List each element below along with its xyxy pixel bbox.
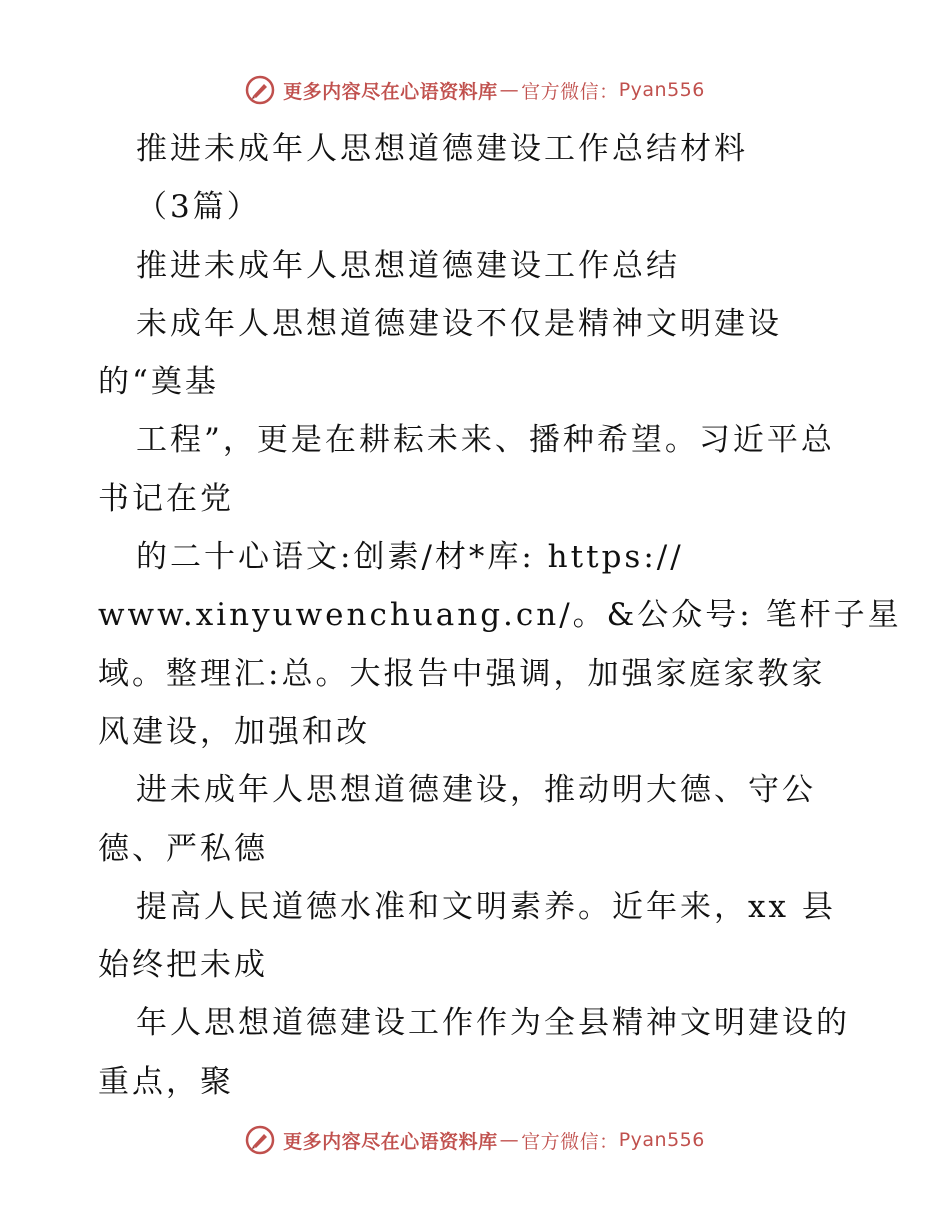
document-line: 进未成年人思想道德建设，推动明大德、守公 [136,772,816,809]
document-body [98,120,902,1111]
document-line: 风建设，加强和改 [98,713,370,750]
watermark-dash: — [499,79,520,101]
document-line: 的“奠基 [98,364,219,401]
document-line: 始终把未成 [98,947,268,984]
watermark-wechat-id: Pyan556 [618,79,705,101]
document-line: 书记在党 [98,480,234,517]
watermark-wechat-label: 官方微信： [521,80,619,103]
header-watermark [0,70,950,110]
document-line: 德、严私德 [98,830,268,867]
document-line: 工程”，更是在耕耘未来、播种希望。习近平总 [136,422,835,459]
watermark-text: 更多内容尽在心语资料库 [283,1130,498,1153]
document-line: 年人思想道德建设工作作为全县精神文明建设的 [136,1005,850,1042]
watermark-wechat-label: 官方微信： [521,1130,619,1153]
pen-logo-icon [245,1125,275,1155]
document-line: 的二十心语文:创素/材*库: https:// [136,539,684,576]
document-line: 重点，聚 [98,1063,234,1100]
watermark-text: 更多内容尽在心语资料库 [283,80,498,103]
document-line: （3篇） [136,189,261,226]
document-line: 推进未成年人思想道德建设工作总结材料 [136,131,748,167]
document-line: 域。整理汇:总。大报告中强调，加强家庭家教家 [98,655,826,692]
document-line: 推进未成年人思想道德建设工作总结 [136,247,680,284]
document-line: 提高人民道德水准和文明素养。近年来，xx 县 [136,888,836,925]
document-line: www.xinyuwenchuang.cn/。&公众号: 笔杆子星 [98,597,902,634]
document-line: 未成年人思想道德建设不仅是精神文明建设 [136,305,782,342]
watermark-dash: — [499,1129,520,1151]
watermark-wechat-id: Pyan556 [618,1129,705,1151]
pen-logo-icon [245,75,275,105]
footer-watermark [0,1120,950,1160]
